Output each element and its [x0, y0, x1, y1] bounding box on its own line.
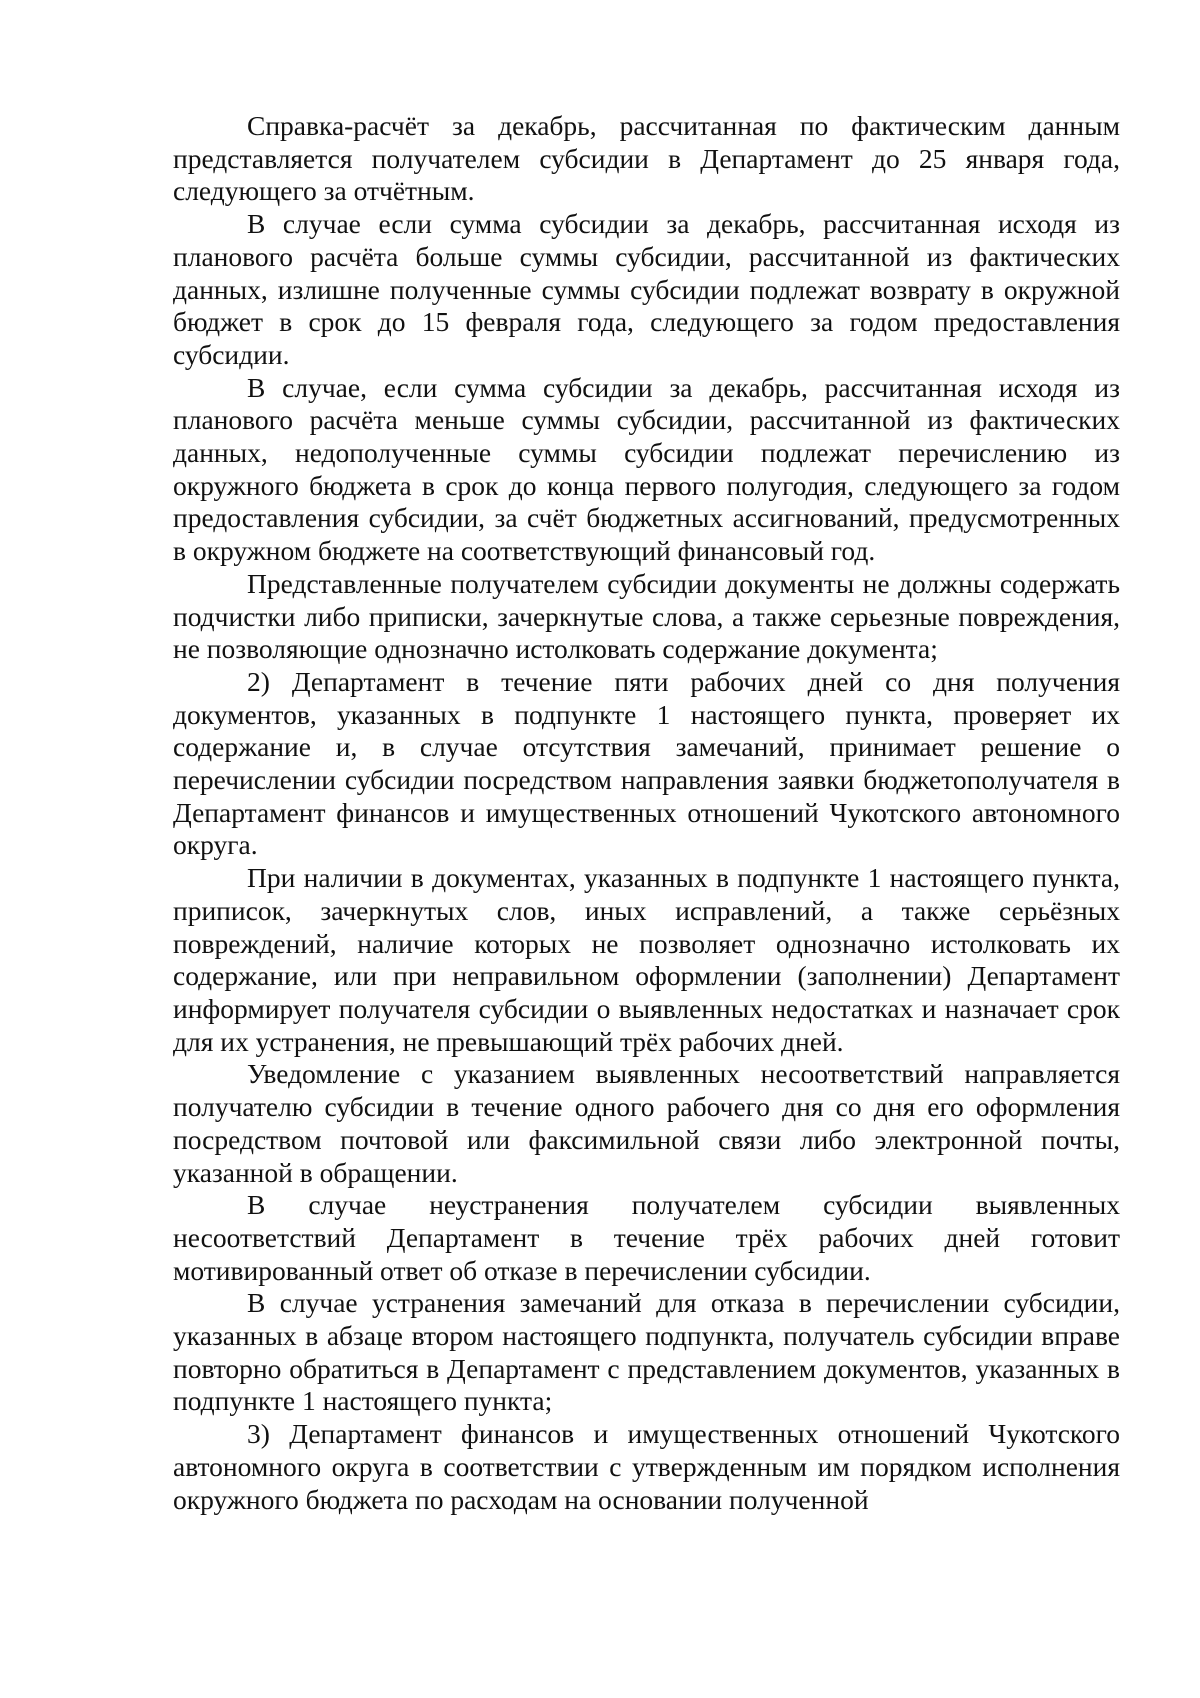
- paragraph-excess-subsidy-return: В случае если сумма субсидии за декабрь, рассчитанная исходя из планового расчёта больше суммы субсидии, рассчитанной из фактических данных, излишне полученные суммы субсидии подлежат возврату в окружной бюджет в срок до 15 февраля года, следующего за годом предоставления субсидии.: [173, 208, 1120, 370]
- paragraph-document-defects: При наличии в документах, указанных в подпункте 1 настоящего пункта, приписок, зачеркнутых слов, иных исправлений, а также серьёзных повреждений, наличие которых не позволяет однозначно истолковать их содержание, или при неправильном оформлении (заполнении) Департамент информирует получателя субсидии о выявленных недостатках и назначает срок для их устранения, не превышающий трёх рабочих дней.: [173, 862, 1120, 1057]
- paragraph-item-3-finance-department: 3) Департамент финансов и имущественных отношений Чукотского автономного округа в соответствии с утвержденным им порядком исполнения окружного бюджета по расходам на основании полученной: [173, 1418, 1120, 1515]
- paragraph-item-2-department-review: 2) Департамент в течение пяти рабочих дней со дня получения документов, указанных в подпункте 1 настоящего пункта, проверяет их содержание и, в случае отсутствия замечаний, принимает решение о перечислении субсидии посредством направления заявки бюджетополучателя в Департамент финансов и имущественных отношений Чукотского автономного округа.: [173, 665, 1120, 861]
- paragraph-notification: Уведомление с указанием выявленных несоответствий направляется получателю субсидии в течение одного рабочего дня со дня его оформления посредством почтовой или факсимильной связи либо электронной почты, указанной в обращении.: [173, 1058, 1120, 1188]
- paragraph-december-report: Справка-расчёт за декабрь, рассчитанная по фактическим данным представляется получателем субсидии в Департамент до 25 января года, следующего за отчётным.: [173, 110, 1120, 207]
- paragraph-document-requirements: Представленные получателем субсидии документы не должны содержать подчистки либо приписки, зачеркнутые слова, а также серьезные повреждения, не позволяющие однозначно истолковать содержание документа;: [173, 567, 1120, 665]
- paragraph-underpaid-subsidy-transfer: В случае, если сумма субсидии за декабрь, рассчитанная исходя из планового расчёта меньше суммы субсидии, рассчитанной из фактических данных, недополученные суммы субсидии подлежат перечислению из окружного бюджета в срок до конца первого полугодия, следующего за годом предоставления субсидии, за счёт бюджетных ассигнований, предусмотренных в окружном бюджете на соответствующий финансовый год.: [173, 371, 1120, 567]
- paragraph-resubmission: В случае устранения замечаний для отказа в перечислении субсидии, указанных в абзаце втором настоящего подпункта, получатель субсидии вправе повторно обратиться в Департамент с представлением документов, указанных в подпункте 1 настоящего пункта;: [173, 1287, 1120, 1417]
- document-page: [173, 110, 1120, 1516]
- paragraph-refusal: В случае неустранения получателем субсидии выявленных несоответствий Департамент в течение трёх рабочих дней готовит мотивированный ответ об отказе в перечислении субсидии.: [173, 1189, 1120, 1286]
